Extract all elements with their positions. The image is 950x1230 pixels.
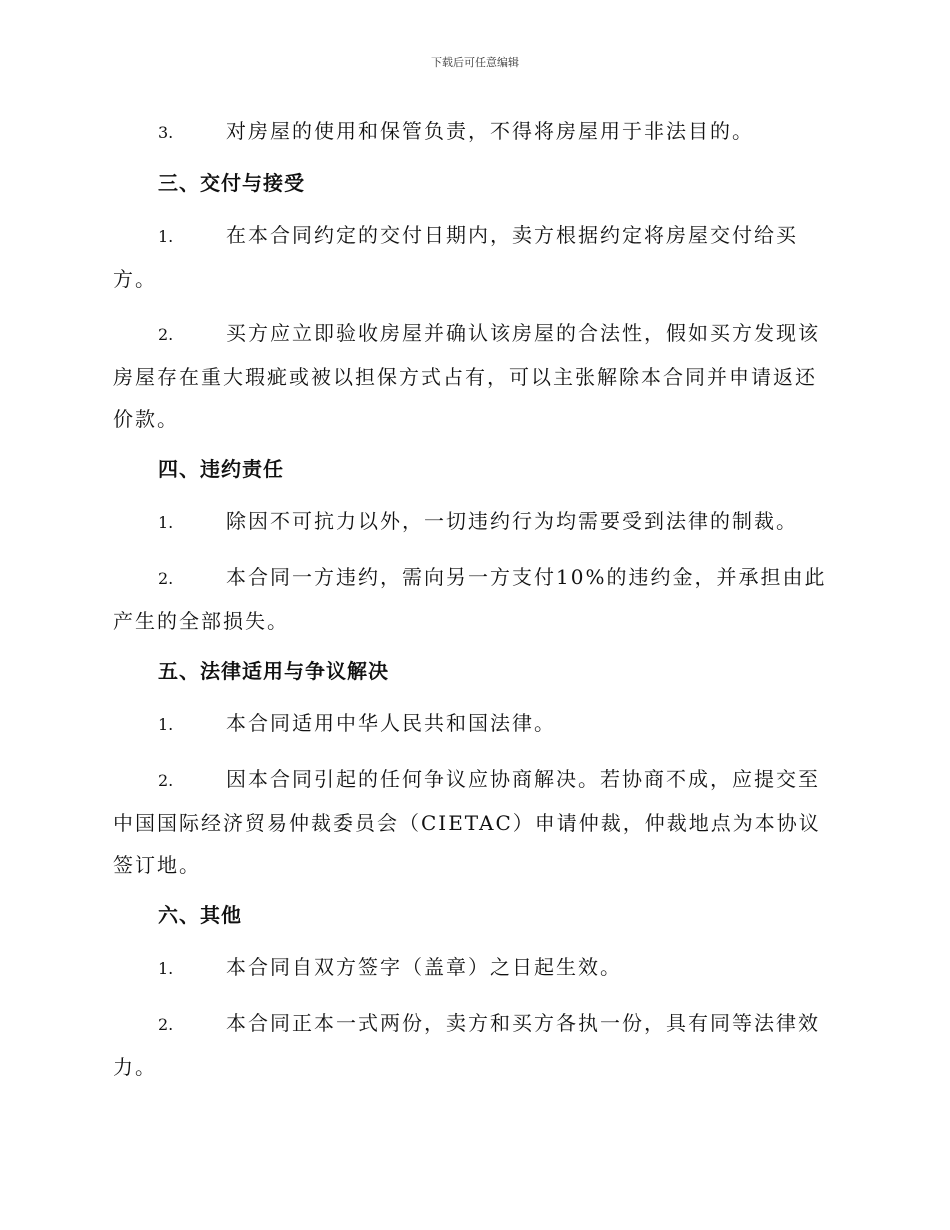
clause-number: 1. — [158, 227, 174, 246]
section-heading-3: 三、交付与接受 — [158, 171, 305, 195]
clause-number: 2. — [158, 771, 174, 790]
section-heading-6: 六、其他 — [158, 903, 242, 927]
section-heading-4: 四、违约责任 — [158, 457, 284, 481]
clause-5-2 — [113, 758, 833, 886]
page-header: 下载后可任意编辑 — [431, 56, 519, 69]
clause-text: 在本合同约定的交付日期内，卖方根据约定将房屋交付给买方。 — [113, 223, 798, 291]
clause-number: 1. — [158, 513, 174, 532]
clause-text: 因本合同引起的任何争议应协商解决。若协商不成，应提交至中国国际经济贸易仲裁委员会（CIETAC）申请仲裁，仲裁地点为本协议签订地。 — [113, 767, 821, 877]
clause-text: 本合同正本一式两份，卖方和买方各执一份，具有同等法律效力。 — [113, 1011, 820, 1079]
clause-text: 买方应立即验收房屋并确认该房屋的合法性，假如买方发现该房屋存在重大瑕疵或被以担保方式占有，可以主张解除本合同并申请返还价款。 — [113, 321, 820, 431]
clause-number: 3. — [158, 123, 174, 142]
clause-text: 本合同适用中华人民共和国法律。 — [226, 711, 556, 735]
clause-2-3 — [113, 110, 833, 154]
clause-number: 1. — [158, 959, 174, 978]
clause-number: 2. — [158, 325, 174, 344]
clause-5-1 — [113, 702, 833, 746]
clause-6-1 — [113, 946, 833, 990]
clause-number: 1. — [158, 715, 174, 734]
clause-4-2 — [113, 556, 833, 642]
clause-text: 本合同一方违约，需向另一方支付10%的违约金，并承担由此产生的全部损失。 — [113, 565, 827, 633]
section-heading-5: 五、法律适用与争议解决 — [158, 659, 389, 683]
clause-6-2 — [113, 1002, 833, 1088]
clause-number: 2. — [158, 569, 174, 588]
clause-4-1 — [113, 500, 833, 544]
clause-text: 除因不可抗力以外，一切违约行为均需要受到法律的制裁。 — [226, 509, 798, 533]
clause-3-1 — [113, 214, 833, 300]
clause-text: 对房屋的使用和保管负责，不得将房屋用于非法目的。 — [226, 119, 754, 143]
clause-number: 2. — [158, 1015, 174, 1034]
document-body — [113, 110, 833, 1088]
clause-3-2 — [113, 312, 833, 440]
clause-text: 本合同自双方签字（盖章）之日起生效。 — [226, 955, 622, 979]
